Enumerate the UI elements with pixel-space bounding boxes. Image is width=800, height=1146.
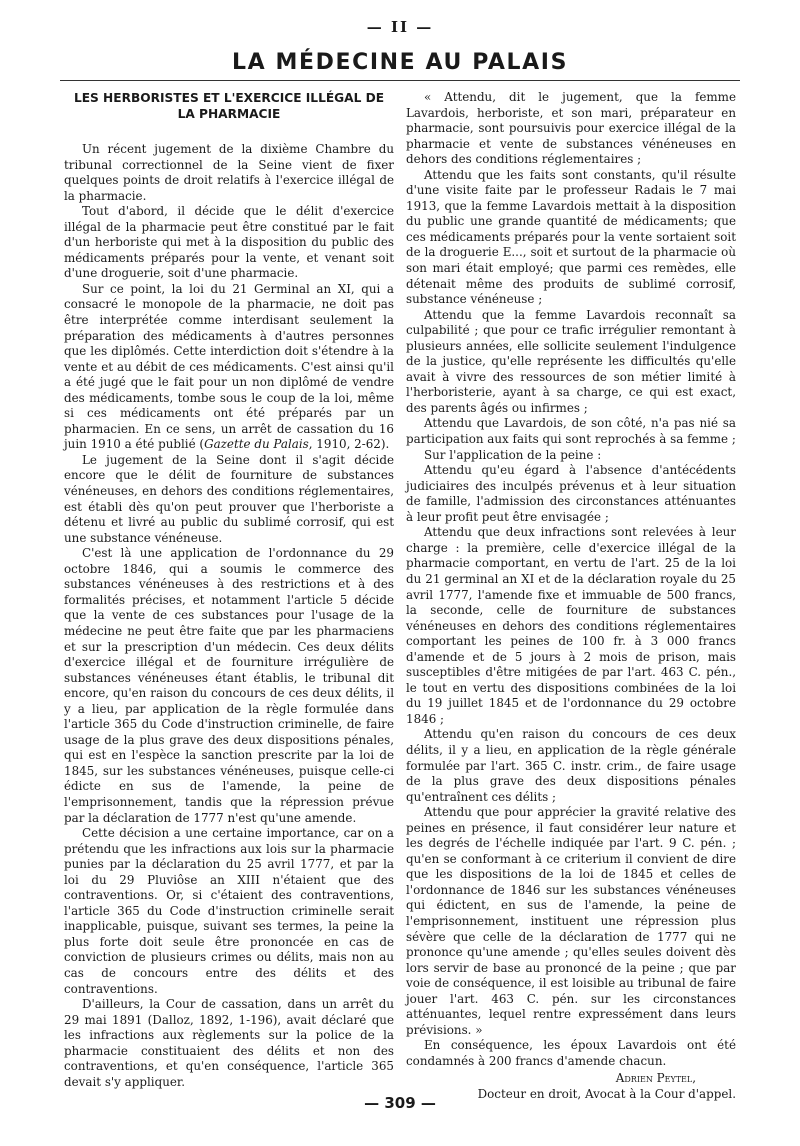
paragraph: Tout d'abord, il décide que le délit d'exercice illégal de la pharmacie peut être constitué par le fait d'un herboriste qui met à la disposition du public des médicaments préparés pour la vente, et venant soit d'une droguerie, soit d'une pharmacie.: [64, 204, 394, 281]
citation-title: Gazette du Palais: [204, 437, 309, 452]
page-title: LA MÉDECINE AU PALAIS: [231, 50, 569, 75]
paragraph: Le jugement de la Seine dont il s'agit décide encore que le délit de fourniture de substances vénéneuses, en dehors des conditions réglementaires, est établi dès qu'on peut prouver que l'herboriste a détenu et livré au public du sublimé corrosif, qui est une substance vénéneuse.: [64, 452, 394, 545]
paragraph-text: Sur ce point, la loi du 21 Germinal an XI, qui a consacré le monopole de la pharmacie, ne doit pas être interprétée comme interdisant seulement la préparation des médicaments à d'autres personnes que les diplômés. Cette interdiction doit s'étendre à la vente et au débit de ces médicaments. C'est ainsi qu'il a été jugé que le fait pour un non diplômé de vendre des médicaments, tombe sous le coup de la loi, même si ces médicaments ont été préparés par un pharmacien. En ce sens, un arrêt de cassation du 16 juin 1910 a été publié (: [64, 281, 394, 452]
paragraph: D'ailleurs, la Cour de cassation, dans un arrêt du 29 mai 1891 (Dalloz, 1892, 1-196), avait déclaré que les infractions aux règlements sur la police de la pharmacie constituaient des délits et non des contraventions, et qu'en conséquence, l'article 365 devait s'y appliquer.: [64, 997, 394, 1089]
paragraph: C'est là une application de l'ordonnance du 29 octobre 1846, qui a soumis le commerce des substances vénéneuses à des restrictions et à des formalités précises, et notamment l'article 5 décide que la vente de ces substances pour l'usage de la médecine ne peut être faite que par les pharmaciens et sur la prescription d'un médecin. Ces deux délits d'exercice illégal et de fourniture irrégulière de substances vénéneuses étant établis, le tribunal dit encore, qu'en raison du concours de ces deux délits, il y a lieu, par application de la règle formulée dans l'article 365 du Code d'instruction criminelle, de faire usage de la plus grave des deux dispositions pénales, qui est en l'espèce la sanction prescrite par la loi de 1845, sur les substances vénéneuses, puisque celle-ci édicte en sus de l'amende, la peine de l'emprisonnement, tandis que la répression prévue par la déclaration de 1777 n'est qu'une amende.: [64, 546, 394, 825]
paragraph-with-citation: [64, 282, 394, 453]
paragraph: « Attendu, dit le jugement, que la femme Lavardois, herboriste, et son mari, préparateur en pharmacie, sont poursuivis pour exercice illégal de la pharmacie et vente de substances vénéneuses en dehors des conditions réglementaires ;: [406, 90, 736, 167]
running-head: — II —: [366, 18, 434, 36]
left-column: [64, 90, 394, 1090]
paragraph: Attendu que Lavardois, de son côté, n'a pas nié sa participation aux faits qui sont reprochés à sa femme ;: [406, 416, 736, 447]
title-rule: [60, 80, 740, 81]
paragraph: Attendu que deux infractions sont relevées à leur charge : la première, celle d'exercice illégal de la pharmacie comportant, en vertu de l'art. 25 de la loi du 21 germinal an XI et de la déclaration royale du 25 avril 1777, l'amende fixe et immuable de 500 francs, la seconde, celle de fourniture de substances vénéneuses en dehors des conditions réglementaires comportant les peines de 100 fr. à 3 000 francs d'amende et de 5 jours à 2 mois de prison, mais susceptibles d'être mitigées de par l'art. 463 C. pén., le tout en vertu des dispositions combinées de la loi du 19 juillet 1845 et de l'ordonnance du 29 octobre 1846 ;: [406, 525, 736, 726]
paragraph: En conséquence, les époux Lavardois ont été condamnés à 200 francs d'amende chacun.: [406, 1038, 736, 1068]
paragraph: Attendu que la femme Lavardois reconnaît sa culpabilité ; que pour ce trafic irrégulier remontant à plusieurs années, elle sollicite seulement l'indulgence de la justice, qu'elle représente les difficultés qu'elle avait à vivre des ressources de son métier limité à l'herboristerie, ayant à sa charge, ce qui est exact, des parents âgés ou infirmes ;: [406, 307, 736, 415]
paragraph: Attendu qu'en raison du concours de ces deux délits, il y a lieu, en application de la règle générale formulée par l'art. 365 C. instr. crim., de faire usage de la plus grave des deux dispositions pénales qu'entraînent ces délits ;: [406, 727, 736, 804]
paragraph: Attendu qu'eu égard à l'absence d'antécédents judiciaires des inculpés prévenus et à leur situation de famille, l'admission des circonstances atténuantes à leur profit peut être envisagée ;: [406, 463, 736, 524]
right-column: [406, 90, 736, 1103]
paragraph: Attendu que les faits sont constants, qu'il résulte d'une visite faite par le professeur Radais le 7 mai 1913, que la femme Lavardois mettait à la disposition du public une grande quantité de médicaments; que ces médicaments préparés pour la vente sortaient soit de la droguerie E..., soit et surtout de la pharmacie où son mari était employé; que parmi ces remèdes, elle détenait même des produits de sublimé corrosif, substance vénéneuse ;: [406, 167, 736, 307]
paragraph: Cette décision a une certaine importance, car on a prétendu que les infractions aux lois sur la pharmacie punies par la déclaration du 25 avril 1777, et par la loi du 29 Pluviôse an XIII n'étaient que des contraventions. Or, si c'étaient des contraventions, l'article 365 du Code d'instruction criminelle serait inapplicable, puisque, suivant ses termes, la peine la plus forte doit seule être prononcée en cas de conviction de plusieurs crimes ou délits, mais non au cas de concours entre des délits et des contraventions.: [64, 826, 394, 996]
author-name: Adrien Peytel,: [615, 1071, 696, 1086]
article-title: LES HERBORISTES ET L'EXERCICE ILLÉGAL DE LA PHARMACIE: [73, 91, 385, 121]
paragraph: Attendu que pour apprécier la gravité relative des peines en présence, il faut considérer leur nature et les degrés de l'échelle indiquée par l'art. 9 C. pén. ; qu'en se conformant à ce criterium il convient de dire que les dispositions de la loi de 1845 et celles de l'ordonnance de 1846 sur les substances vénéneuses qui édictent, en sus de l'amende, la peine de l'emprisonnement, instituent une répression plus sévère que celle de la déclaration de 1777 qui ne prononce qu'une amende ; qu'elles seules doivent dès lors servir de base au prononcé de la peine ; que par voie de conséquence, il est loisible au tribunal de faire jouer l'art. 463 C. pén. sur les circonstances atténuantes, lequel rentre expressément dans leurs prévisions. »: [406, 805, 736, 1037]
author-title: Docteur en droit, Avocat à la Cour d'appel.: [477, 1087, 736, 1101]
page-number: — 309 —: [364, 1094, 436, 1112]
paragraph: Un récent jugement de la dixième Chambre du tribunal correctionnel de la Seine vient de fixer quelques points de droit relatifs à l'exercice illégal de la pharmacie.: [64, 142, 394, 203]
paragraph: Sur l'application de la peine :: [424, 447, 602, 462]
paragraph-text: , 1910, 2-62).: [308, 437, 390, 452]
